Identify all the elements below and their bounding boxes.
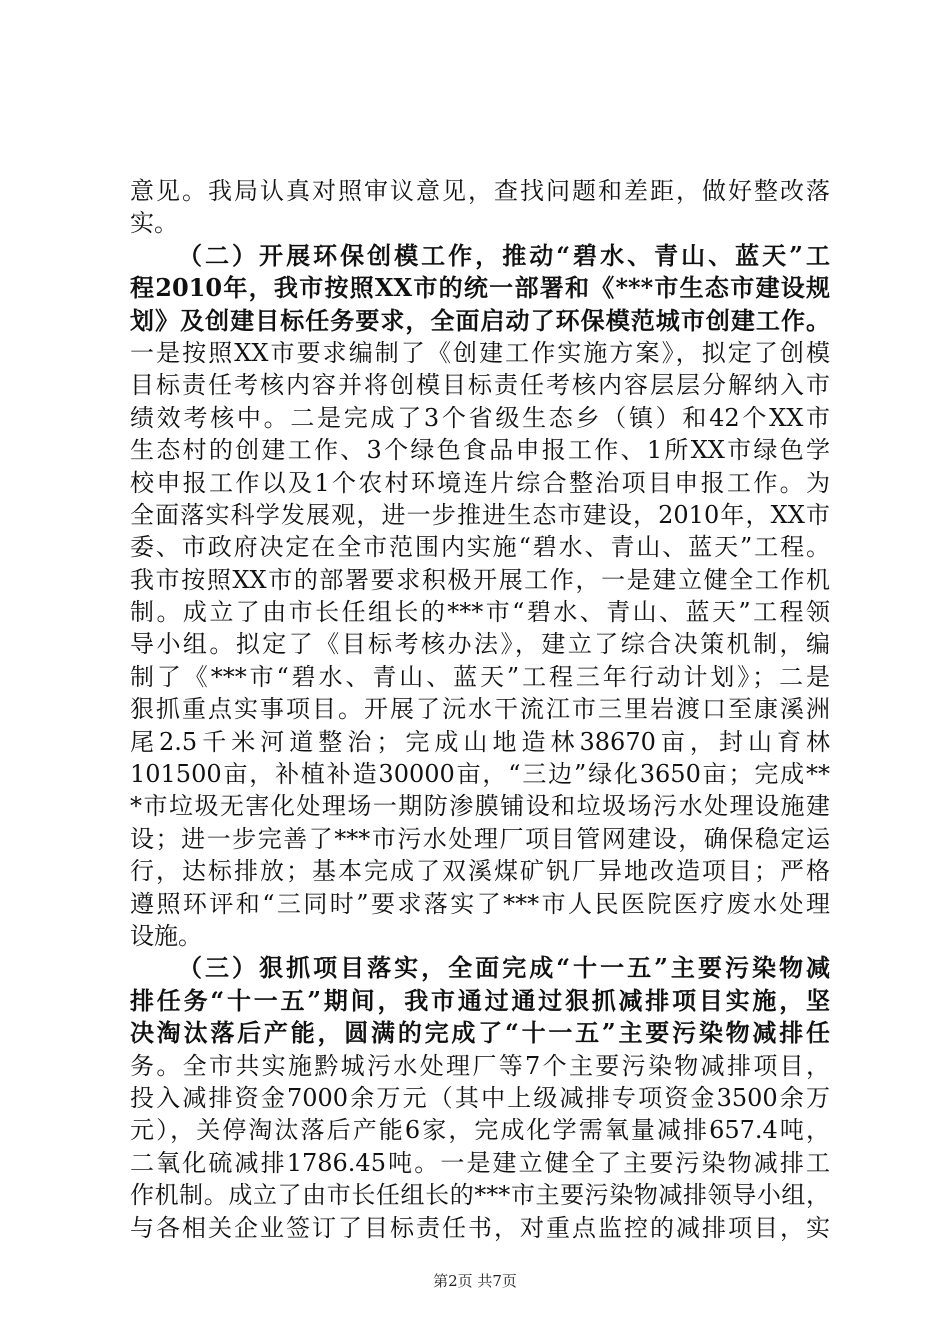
text-line: 意见。我局认真对照审议意见，查找问题和差距，做好整改落 [130,177,830,205]
text-line: 行，达标排放；基本完成了双溪煤矿钒厂异地改造项目；严格 [130,857,830,886]
text-line: 遵照环评和“三同时”要求落实了***市人民医院医疗废水处理 [130,889,830,918]
text-line: 决淘汰落后产能，圆满的完成了“十一五”主要污染物减排任 [130,1018,830,1048]
text-line: 委、市政府决定在全市范围内实施“碧水、青山、蓝天”工程。 [130,533,830,562]
text-line: （三）狠抓项目落实，全面完成“十一五”主要污染物减 [178,953,830,983]
text-line: 与各相关企业签订了目标责任书，对重点监控的减排项目，实 [130,1213,830,1242]
text-line: 全面落实科学发展观，进一步推进生态市建设，2010年，XX市 [130,500,830,529]
text-line: 生态村的创建工作、3个绿色食品申报工作、1所XX市绿色学 [130,436,830,465]
text-line: 101500亩，补植补造30000亩，“三边”绿化3650亩；完成** [130,760,830,789]
page-footer: 第2页 共7页 [433,1272,517,1290]
text-line: 程2010年，我市按照XX市的统一部署和《***市生态市建设规 [130,273,830,303]
text-line: 元），关停淘汰落后产能6家，完成化学需氧量减排657.4吨， [130,1116,830,1145]
text-line: 实。 [130,209,178,238]
text-line: 二氧化硫减排1786.45吨。一是建立健全了主要污染物减排工 [130,1148,830,1177]
text-line: 投入减排资金7000余万元（其中上级减排专项资金3500余万 [130,1083,830,1112]
text-line: 务。全市共实施黔城污水处理厂等7个主要污染物减排项目， [130,1051,830,1080]
text-line: 划》及创建目标任务要求，全面启动了环保模范城市创建工作。 [130,305,830,335]
text-line: 校申报工作以及1个农村环境连片综合整治项目申报工作。为 [130,468,830,497]
text-line: 绩效考核中。二是完成了3个省级生态乡（镇）和42个XX市 [130,403,830,432]
text-line: 我市按照XX市的部署要求积极开展工作，一是建立健全工作机 [130,565,830,594]
text-line: 一是按照XX市要求编制了《创建工作实施方案》，拟定了创模 [130,338,830,367]
text-line: 制了《***市“碧水、青山、蓝天”工程三年行动计划》；二是 [130,662,830,691]
text-line: （二）开展环保创模工作，推动“碧水、青山、蓝天”工 [178,240,830,270]
text-line: 目标责任考核内容并将创模目标责任考核内容层层分解纳入市 [130,371,830,400]
text-line: *市垃圾无害化处理场一期防渗膜铺设和垃圾场污水处理设施建 [130,792,830,821]
text-line: 制。成立了由市长任组长的***市“碧水、青山、蓝天”工程领 [130,598,830,627]
text-line: 设施。 [130,921,202,950]
text-line: 作机制。成立了由市长任组长的***市主要污染物减排领导小组， [130,1181,830,1210]
text-line: 排任务“十一五”期间，我市通过通过狠抓减排项目实施，坚 [130,985,830,1015]
body-text [130,175,830,1244]
text-line: 狠抓重点实事项目。开展了沅水干流江市三里岩渡口至康溪洲 [130,695,830,724]
text-line: 导小组。拟定了《目标考核办法》，建立了综合决策机制，编 [130,630,830,659]
text-line: 尾2.5千米河道整治；完成山地造林38670亩，封山育林 [130,727,830,756]
text-line: 设；进一步完善了***市污水处理厂项目管网建设，确保稳定运 [130,824,830,853]
